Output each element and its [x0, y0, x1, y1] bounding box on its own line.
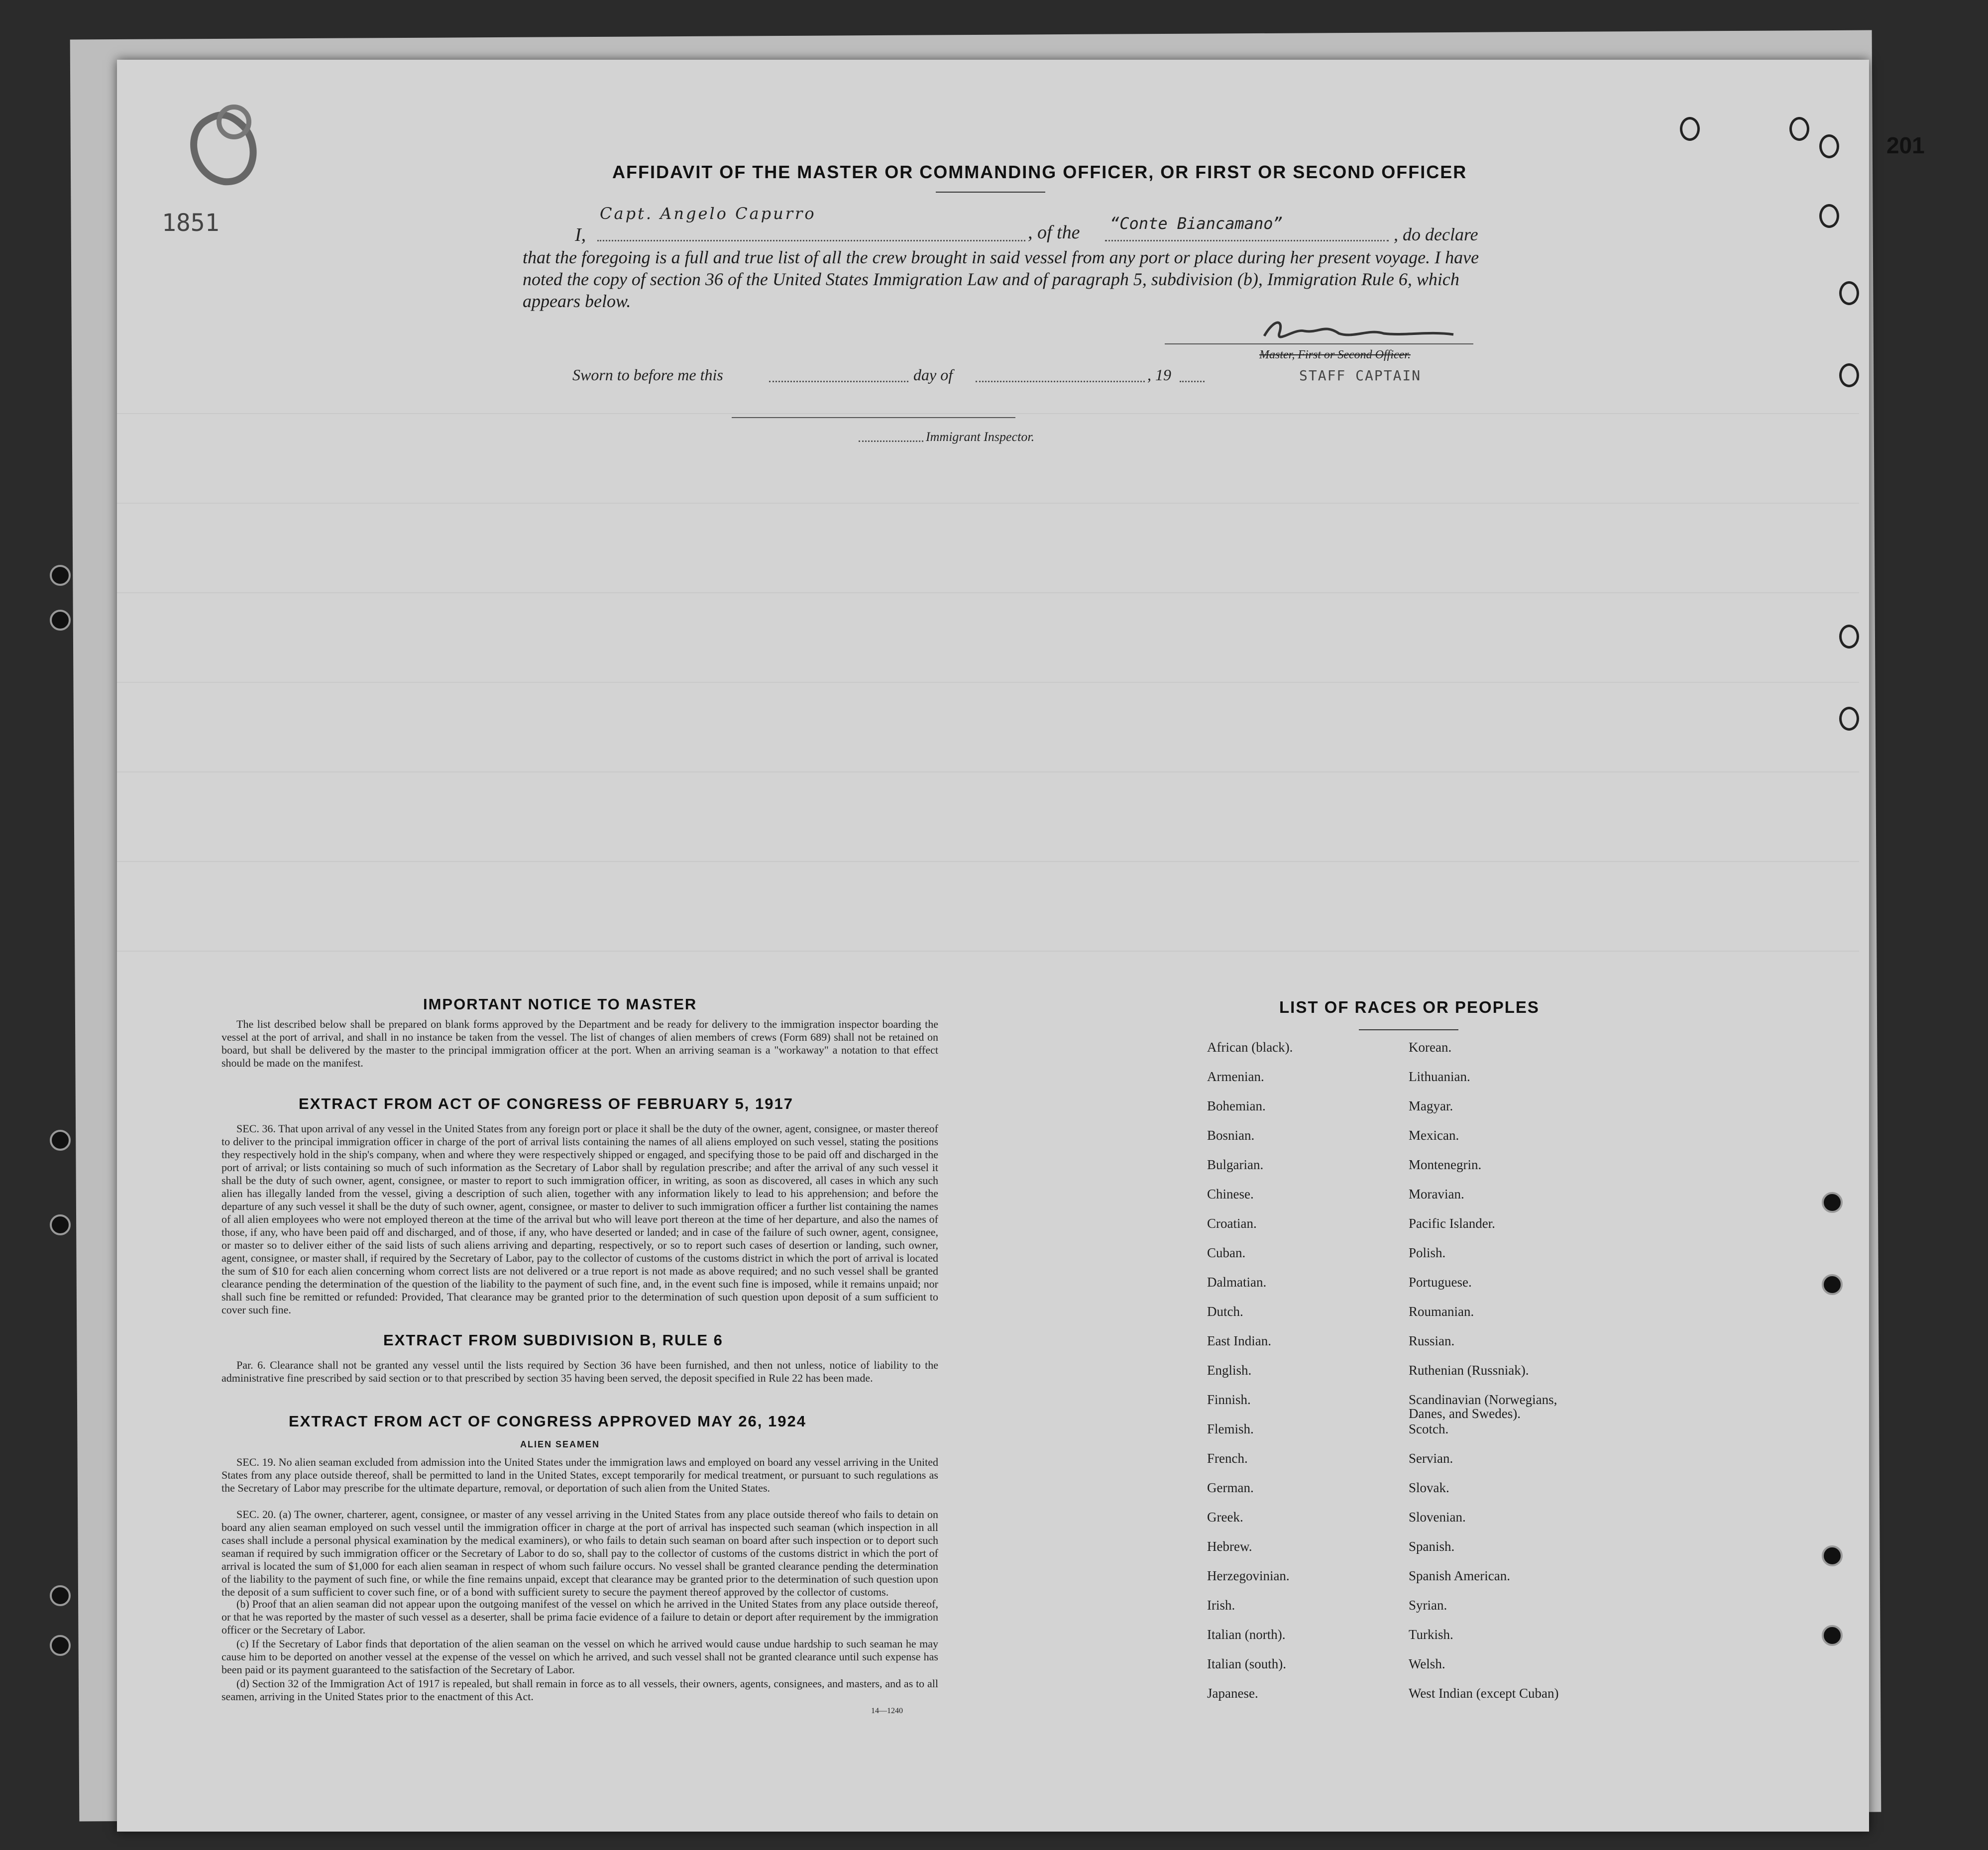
race-item: Dalmatian. [1207, 1275, 1267, 1290]
binder-hole-icon [1839, 281, 1859, 305]
binder-hole-icon [50, 1585, 71, 1606]
sworn-day-line [769, 381, 908, 382]
bleed-through-row [117, 682, 1859, 683]
bleed-through-row [117, 771, 1859, 772]
race-item: Herzegovinian. [1207, 1568, 1290, 1583]
extract-1917-title: EXTRACT FROM ACT OF CONGRESS OF FEBRUARY 5, 1917 [299, 1095, 793, 1112]
race-item: West Indian (except Cuban) [1409, 1686, 1559, 1701]
race-item: Bulgarian. [1207, 1157, 1264, 1172]
race-item: Turkish. [1409, 1627, 1453, 1642]
race-item: Moravian. [1409, 1187, 1464, 1201]
race-item: Scandinavian (Norwegians, Danes, and Swedes). [1409, 1392, 1557, 1421]
page-number: 201 [1886, 132, 1925, 158]
race-item: Syrian. [1409, 1598, 1447, 1613]
race-item: Bosnian. [1207, 1128, 1255, 1143]
race-item: Greek. [1207, 1510, 1243, 1524]
race-item: Ruthenian (Russniak). [1409, 1363, 1529, 1378]
binder-hole-icon [50, 1214, 71, 1235]
affidavit-prefix: I, [575, 224, 586, 245]
margin-number: 1851 [162, 209, 220, 237]
bleed-through-row [117, 861, 1859, 862]
race-item: African (black). [1207, 1040, 1293, 1055]
binder-hole-icon [50, 565, 71, 586]
sec20a-text: SEC. 20. (a) The owner, charterer, agent, consignee, or master of any vessel arriving in the United States from any place outside thereof who fails to detain on board any alien seaman employed on such vessel until the immigration officer in charge at the port of arrival has inspected such seaman (which inspection in all cases shall include a personal physical examination by the medical examiners), or who fails to detain such seaman on board after such inspection or to deport such seaman if required by such immigration officer or the Secretary of Labor to do so, shall pay to the collector of customs of the customs district in which the port of arrival is located the sum of $1,000 for each alien seaman in respect of whom such failure occurs. No vessel shall be granted clearance pending the determination of the liability to the payment of such fine, or while the fine remains unpaid, except that clearance may be granted prior to the determination of such question upon the deposit of a sum sufficient to cover such fine, or of a bond with sufficient surety to secure the payment thereof approved by the collector of customs. [221, 1508, 938, 1598]
races-title-rule [1359, 1029, 1458, 1030]
signature-line [1165, 343, 1473, 344]
race-item: Flemish. [1207, 1421, 1254, 1436]
sec20d-text: (d) Section 32 of the Immigration Act of 1917 is repealed, but shall remain in force as to all vessels, their owners, agents, consignees, and masters, and as to all seamen, arriving in the United States prior to the enactment of this Act. [221, 1677, 938, 1703]
binder-hole-icon [1822, 1274, 1843, 1295]
bleed-through-row [117, 413, 1859, 414]
binder-hole-icon [1839, 363, 1859, 387]
day-of-text: day of [913, 366, 953, 384]
race-item: Chinese. [1207, 1187, 1254, 1201]
binder-hole-icon [1839, 625, 1859, 649]
race-item: Korean. [1409, 1040, 1452, 1055]
sworn-text: Sworn to before me this [572, 366, 723, 384]
binder-hole-icon [1822, 1625, 1843, 1646]
vessel-name-line [1105, 240, 1389, 241]
binder-hole-icon [50, 610, 71, 631]
extract-1917-body: SEC. 36. That upon arrival of any vessel in the United States from any foreign port or place it shall be the duty of the owner, agent, consignee, or master thereof to deliver to the principal immigration officer in charge of the port of arrival lists containing the names of all aliens employed on such vessel, stating the positions they respectively hold in the ship's company, when and where they were respectively shipped or engaged, and specifying those to be paid off and discharged in the port of arrival; or lists containing so much of such information as the Secretary of Labor shall by regulation prescribe; and after the arrival of any such vessel it shall be the duty of such owner, agent, consignee, or master to report to such immigration officer, in writing, as soon as discovered, all cases in which any such alien has illegally landed from the vessel, giving a description of such alien, together with any information likely to lead to his apprehension; and before the departure of any such vessel it shall be the duty of such owner, agent, consignee, or master to deliver to such immigration officer a further list containing the names of all alien employees who were not employed thereon at the time of the arrival but who will leave port thereon at the time of her departure, and also the names of those, if any, who have been paid off and discharged, and of those, if any, who have deserted or landed; and in case of the failure of such owner, agent, consignee, or master so to deliver either of the said lists of such aliens arriving and departing, respectively, or so to report such cases of desertion or landing, such owner, agent, consignee, or master shall, if required by the Secretary of Labor, pay to the collector of customs of the customs district in which the port of arrival is located the sum of $10 for each alien concerning whom correct lists are not delivered or a true report is not made as above required; and no such vessel shall be granted clearance pending the determination of the question of the liability to the payment of such fine, and, in the event such fine is imposed, while it remains unpaid; nor shall such fine be remitted or refunded: Provided, That clearance may be granted prior to the determination of such question upon deposit of a sum sufficient to cover such fine. [221, 1122, 938, 1316]
form-code: 14—1240 [871, 1707, 903, 1715]
races-left-column [1207, 1040, 1416, 1716]
race-item: Scotch. [1409, 1421, 1449, 1436]
sec20c-text: (c) If the Secretary of Labor finds that deportation of the alien seaman on the vessel on which he arrived would cause undue hardship to such seaman he may cause him to be deported on another vessel at the expense of the vessel on which he arrived, and such vessel shall not be granted clearance until such expense has been paid or its payment guaranteed to the satisfaction of the Secretary of Labor. [221, 1637, 938, 1676]
vessel-name: “Conte Biancamano” [1110, 214, 1283, 233]
binder-hole-icon [1839, 707, 1859, 731]
inspector-dots [859, 440, 923, 442]
extract-rule6-body: Par. 6. Clearance shall not be granted any vessel until the lists required by Section 36 have been furnished, and then not unless, notice of liability to the administrative fine prescribed by said section or to that prescribed by section 35 having been served, the deposit specified in Rule 22 has been made. [221, 1359, 938, 1384]
race-item: Italian (south). [1207, 1656, 1286, 1671]
race-item: Cuban. [1207, 1245, 1246, 1260]
race-item: Montenegrin. [1409, 1157, 1482, 1172]
binder-hole-icon [1789, 117, 1809, 141]
race-item: Spanish. [1409, 1539, 1455, 1554]
bleed-through-row [117, 503, 1859, 504]
binder-hole-icon [1822, 1192, 1843, 1213]
affidavit-title: AFFIDAVIT OF THE MASTER OR COMMANDING OFFICER, OR FIRST OR SECOND OFFICER [612, 162, 1467, 182]
notice-title: IMPORTANT NOTICE TO MASTER [423, 995, 697, 1013]
staff-captain-label: STAFF CAPTAIN [1299, 367, 1422, 384]
binder-hole-icon [50, 1130, 71, 1151]
binder-hole-icon [1819, 204, 1839, 228]
sec20b-text: (b) Proof that an alien seaman did not appear upon the outgoing manifest of the vessel on which he arrived in the United States from any place outside thereof, or that he was reported by the master of such vessel as a deserter, shall be prima facie evidence of a failure to detain or deport after requirement by the immigration officer or the Secretary of Labor. [221, 1598, 938, 1636]
race-item: Italian (north). [1207, 1627, 1286, 1642]
officer-name-line [597, 240, 1025, 241]
race-item: Lithuanian. [1409, 1069, 1470, 1084]
race-item: Irish. [1207, 1598, 1235, 1613]
sworn-month-line [976, 381, 1145, 382]
race-item: Russian. [1409, 1333, 1455, 1348]
race-item: Welsh. [1409, 1656, 1445, 1671]
bleed-through-row [117, 951, 1859, 952]
affidavit-body: that the foregoing is a full and true list of all the crew brought in said vessel from any port or place during her present voyage. I have noted the copy of section 36 of the United States Immigration Law and of paragraph 5, subdivision (b), Immigration Rule 6, which appears below. [523, 247, 1479, 311]
race-item: Croatian. [1207, 1216, 1257, 1231]
binder-hole-icon [1680, 117, 1700, 141]
race-item: Slovenian. [1409, 1510, 1466, 1524]
race-item: Servian. [1409, 1451, 1453, 1466]
race-item: Finnish. [1207, 1392, 1251, 1407]
race-item: Bohemian. [1207, 1098, 1266, 1113]
extract-1924-title: EXTRACT FROM ACT OF CONGRESS APPROVED MAY 26, 1924 [289, 1413, 806, 1430]
race-item: Slovak. [1409, 1480, 1449, 1495]
binder-hole-icon [1822, 1545, 1843, 1566]
of-the-text: , of the [1028, 222, 1080, 243]
inspector-caption: Immigrant Inspector. [926, 430, 1035, 444]
binder-hole-icon [1819, 134, 1839, 158]
extract-rule6-title: EXTRACT FROM SUBDIVISION B, RULE 6 [383, 1331, 723, 1349]
race-item: German. [1207, 1480, 1254, 1495]
race-item: Spanish American. [1409, 1568, 1510, 1583]
race-item: East Indian. [1207, 1333, 1271, 1348]
race-item: Roumanian. [1409, 1304, 1474, 1319]
race-item: Mexican. [1409, 1128, 1459, 1143]
race-item: English. [1207, 1363, 1252, 1378]
binder-hole-icon [50, 1635, 71, 1656]
bleed-through-row [117, 592, 1859, 593]
race-item: Japanese. [1207, 1686, 1258, 1701]
year-prefix: , 19 [1147, 366, 1171, 384]
officer-name-handwritten: Capt. Angelo Capurro [600, 204, 816, 223]
races-right-column [1409, 1040, 1618, 1716]
sworn-year-line [1180, 381, 1205, 382]
sec19-text: SEC. 19. No alien seaman excluded from admission into the United States under the immigration laws and employed on board any vessel arriving in the United States from any place outside thereof, shall be permitted to land in the United States, except temporarily for medical treatment, or pursuant to such regulations as the Secretary of Labor may prescribe for the ultimate departure, removal, or deportation of such alien from the United States. [221, 1456, 938, 1494]
race-item: Magyar. [1409, 1098, 1453, 1113]
race-item: Pacific Islander. [1409, 1216, 1495, 1231]
race-item: Portuguese. [1409, 1275, 1472, 1290]
race-item: Armenian. [1207, 1069, 1264, 1084]
do-declare-text: , do declare [1394, 224, 1478, 244]
race-item: French. [1207, 1451, 1248, 1466]
race-item: Polish. [1409, 1245, 1446, 1260]
signer-caption: Master, First or Second Officer. [1259, 348, 1411, 361]
races-title: LIST OF RACES OR PEOPLES [1279, 998, 1540, 1016]
inspector-signature-line [732, 417, 1015, 418]
race-item: Dutch. [1207, 1304, 1243, 1319]
title-rule [936, 192, 1045, 193]
race-item: Hebrew. [1207, 1539, 1252, 1554]
ink-stamp-icon [174, 92, 269, 197]
alien-seamen-subtitle: ALIEN SEAMEN [520, 1439, 600, 1449]
notice-body: The list described below shall be prepared on blank forms approved by the Department and be ready for delivery to the immigration inspector boarding the vessel at the port of arrival, and shall in no instance be taken from the vessel. The list of changes of alien members of crews (Form 689) shall not be retained on board, but shall be delivered by the master to the principal immigration officer at the port. When an arriving seaman is a "workaway" a notation to that effect should be made on the manifest. [221, 1018, 938, 1069]
